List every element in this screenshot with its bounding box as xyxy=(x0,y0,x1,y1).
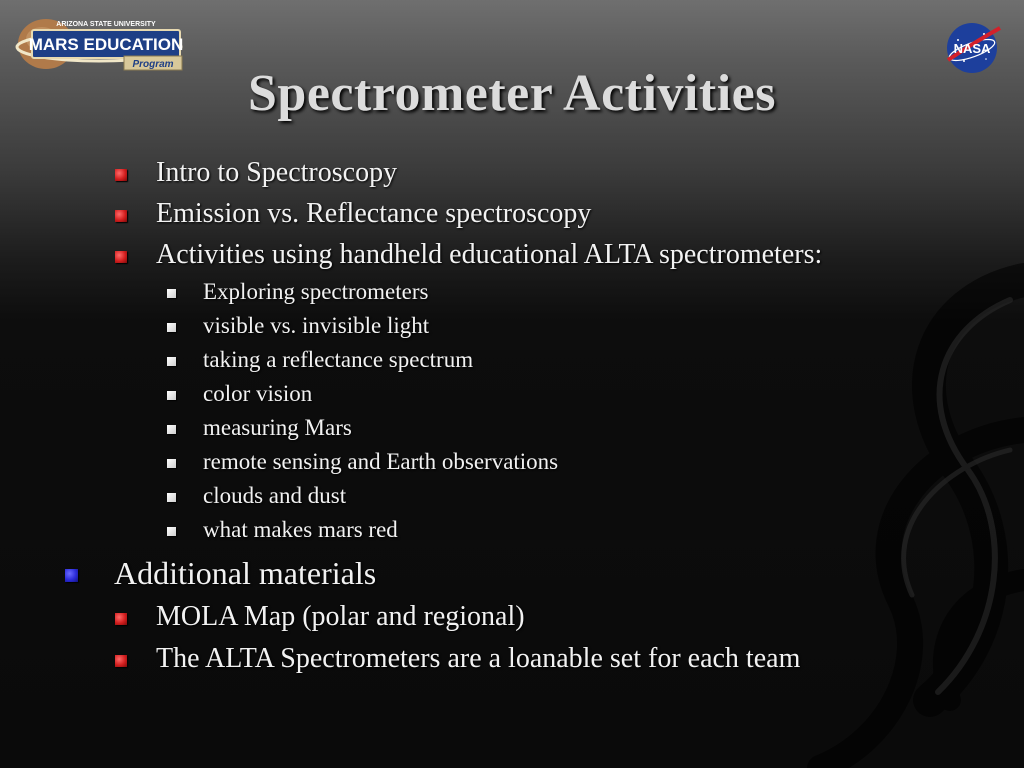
list-item xyxy=(114,555,376,592)
white-square-bullet-icon xyxy=(167,323,176,332)
list-item-text: remote sensing and Earth observations xyxy=(203,449,559,474)
white-square-bullet-icon xyxy=(167,459,176,468)
red-square-bullet-icon xyxy=(115,251,127,263)
list-item-text: measuring Mars xyxy=(203,415,352,440)
nasa-logo-text: NASA xyxy=(953,41,991,56)
mars-logo-top-text: ARIZONA STATE UNIVERSITY xyxy=(56,21,156,28)
list-item xyxy=(156,601,525,633)
list-item xyxy=(203,279,428,305)
list-item xyxy=(203,483,346,509)
mars-logo-main-text: MARS EDUCATION xyxy=(28,35,184,54)
list-item xyxy=(156,643,800,675)
white-square-bullet-icon xyxy=(167,425,176,434)
list-item xyxy=(156,239,822,271)
list-item-text: Exploring spectrometers xyxy=(203,279,429,304)
red-square-bullet-icon xyxy=(115,169,127,181)
list-item-text: visible vs. invisible light xyxy=(203,313,430,338)
list-item-text: MOLA Map (polar and regional) xyxy=(156,601,525,632)
white-square-bullet-icon xyxy=(167,289,176,298)
list-item-text: The ALTA Spectrometers are a loanable set for each team xyxy=(156,643,801,674)
slide-title: Spectrometer Activities xyxy=(248,65,776,122)
list-item-text: Additional materials xyxy=(114,555,377,591)
white-square-bullet-icon xyxy=(167,357,176,366)
list-item-text: color vision xyxy=(203,381,313,406)
list-item xyxy=(203,517,398,543)
red-square-bullet-icon xyxy=(115,613,127,625)
white-square-bullet-icon xyxy=(167,493,176,502)
blue-square-bullet-icon xyxy=(65,569,78,582)
list-item xyxy=(203,313,429,339)
red-square-bullet-icon xyxy=(115,655,127,667)
list-item-text: clouds and dust xyxy=(203,483,347,508)
list-item xyxy=(156,198,591,230)
red-square-bullet-icon xyxy=(115,210,127,222)
list-item-text: Intro to Spectroscopy xyxy=(156,157,398,188)
list-item xyxy=(156,157,397,189)
mars-logo-sub-text: Program xyxy=(132,59,174,70)
white-square-bullet-icon xyxy=(167,391,176,400)
list-item-text: taking a reflectance spectrum xyxy=(203,347,474,372)
list-item-text: Emission vs. Reflectance spectroscopy xyxy=(156,198,592,229)
list-item xyxy=(203,347,473,373)
list-item xyxy=(203,415,352,441)
list-item-text: Activities using handheld educational ALTA spectrometers: xyxy=(156,239,823,270)
list-item-text: what makes mars red xyxy=(203,517,398,542)
list-item xyxy=(203,381,312,407)
white-square-bullet-icon xyxy=(167,527,176,536)
list-item xyxy=(203,449,558,475)
